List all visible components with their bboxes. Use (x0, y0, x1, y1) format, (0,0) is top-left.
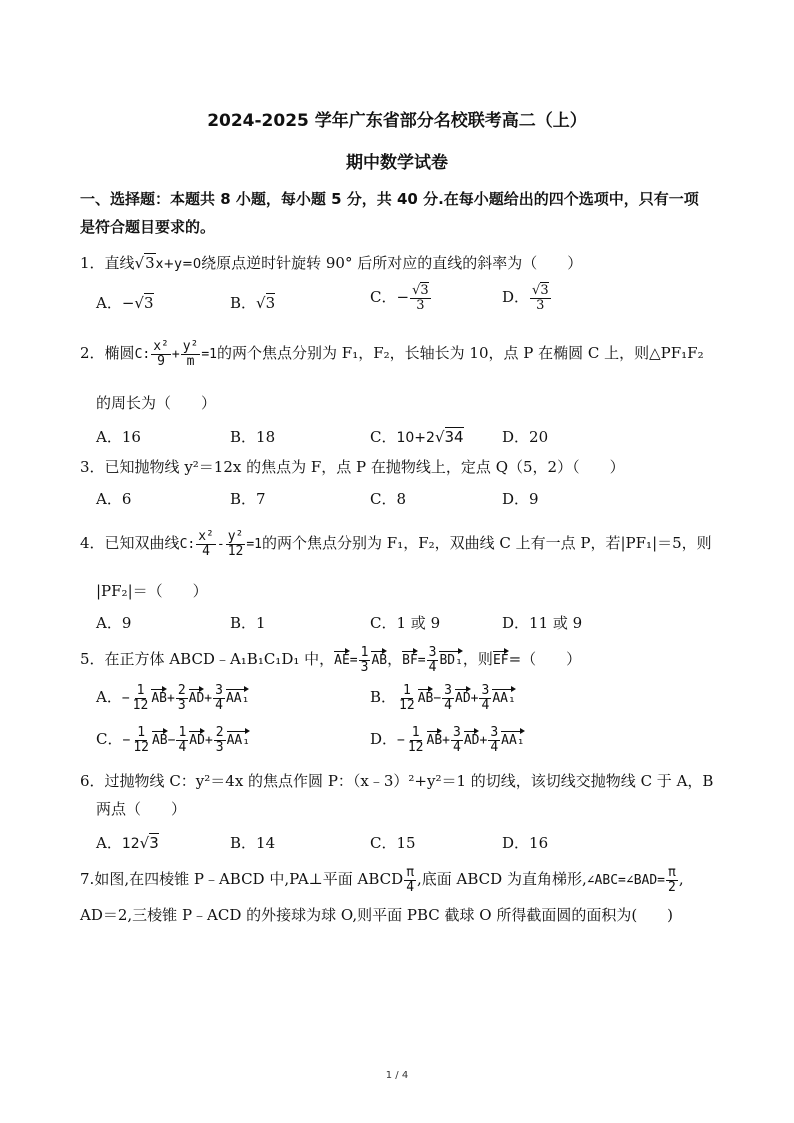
numerator: 1 (402, 683, 411, 698)
option-text: 9 (121, 614, 132, 632)
q4-option-a[interactable] (96, 612, 131, 633)
sign: − (167, 733, 176, 749)
option-text: 12 (121, 836, 140, 852)
q1-text-d: 绕原点逆时针旋转 90° 后所对应的直线的斜率为（ ） (201, 254, 583, 272)
q2-option-b[interactable] (230, 426, 275, 447)
equals-sign: = (417, 653, 426, 669)
q6-text-a: 过抛物线 C：y²＝4x 的焦点作圆 P：（x﹣3）²+y²＝1 的切线，该切线交抛物线 C 于 A，B (104, 772, 714, 790)
option-label: A． (96, 834, 122, 852)
numerator: y² (182, 339, 199, 354)
option-label: C． (370, 288, 397, 307)
fraction (196, 530, 216, 558)
q6-option-a[interactable]: A．12√3 (96, 834, 159, 852)
q2-option-a[interactable] (96, 426, 141, 447)
q7-text-a: 如图,在四棱锥 P﹣ABCD 中,PA⊥平面 ABCD (94, 870, 404, 889)
q4-option-b[interactable] (230, 612, 266, 633)
option-label: C． (370, 428, 397, 446)
denominator: 12 (399, 697, 415, 713)
q3-number: 3． (80, 458, 105, 476)
denominator: 4 (215, 697, 223, 713)
denominator: 2 (668, 879, 676, 895)
q5-option-a[interactable] (96, 684, 249, 712)
q2-text-a: 椭圆 (104, 344, 135, 363)
fraction (176, 684, 188, 712)
q4-option-d[interactable] (502, 612, 582, 633)
option-label: D． (370, 730, 398, 749)
minus-sign: - (216, 537, 225, 553)
denominator: 12 (133, 739, 149, 755)
numerator: 3 (215, 683, 223, 698)
vector: AA₁ (501, 733, 525, 749)
fraction (427, 646, 439, 674)
q1-option-b[interactable]: B．√3 (230, 294, 276, 312)
q3-option-c[interactable] (370, 488, 406, 509)
fraction (151, 340, 171, 368)
fraction (442, 684, 454, 712)
q1-option-d[interactable] (502, 284, 552, 312)
option-text: 14 (256, 834, 276, 852)
fraction (131, 726, 151, 754)
vector-bf: BF (402, 653, 418, 669)
q5-option-d[interactable] (370, 726, 525, 754)
q5-option-b[interactable] (370, 684, 516, 712)
option-label: D． (502, 288, 530, 307)
q4-stem (80, 530, 712, 558)
fraction (176, 726, 188, 754)
q6-option-d[interactable] (502, 832, 548, 853)
q3-text: 已知抛物线 y²＝12x 的焦点为 F，点 P 在抛物线上，定点 Q（5，2）（ ） (104, 458, 625, 476)
option-text: 10+2 (396, 430, 435, 446)
denominator: 3 (360, 659, 369, 675)
q4-option-c[interactable] (370, 612, 440, 633)
q1-option-c[interactable] (370, 284, 432, 312)
q6-number: 6． (80, 772, 105, 790)
fraction (181, 340, 201, 368)
q2-option-d[interactable] (502, 426, 548, 447)
vector: AA₁ (225, 691, 250, 707)
option-label: B． (230, 834, 257, 852)
fraction (226, 530, 246, 558)
numerator: π (406, 865, 415, 880)
section1-line2: 是符合题目要求的。 (80, 218, 216, 236)
plus-sign: + (171, 347, 180, 363)
vector: AD (455, 691, 471, 707)
q5-text-a: 在正方体 ABCD﹣A₁B₁C₁D₁ 中， (104, 650, 335, 669)
numerator: 2 (215, 725, 224, 740)
q1-stem (80, 252, 582, 273)
q2-stem-cont: 的周长为（ ） (96, 394, 217, 412)
numerator: x² (153, 339, 169, 354)
denominator: 4 (481, 697, 490, 713)
option-text: 20 (529, 428, 549, 446)
vector: AA₁ (226, 733, 251, 749)
equals-one: =1 (201, 347, 218, 363)
vector: AD (463, 733, 480, 749)
fraction (479, 684, 491, 712)
sign: + (470, 691, 479, 707)
denominator: 12 (407, 739, 424, 755)
fraction (214, 726, 226, 754)
option-label: A． (96, 428, 122, 446)
option-text: 16 (529, 834, 549, 852)
numerator: 1 (360, 645, 369, 660)
denominator: 12 (227, 543, 244, 559)
fraction: $\frac{√3}{3}$ (412, 283, 429, 313)
option-text: 9 (529, 490, 539, 508)
denominator: 3 (416, 297, 425, 313)
option-label: B． (230, 614, 257, 632)
q4-number: 4． (80, 534, 105, 553)
sign: − (122, 733, 131, 749)
denominator: 4 (406, 879, 415, 895)
sqrt-symbol: √3 (134, 254, 155, 272)
denominator: m (186, 353, 195, 369)
minus-sign: − (396, 288, 410, 307)
sign: + (204, 691, 213, 707)
fraction (213, 684, 225, 712)
denominator: 3 (536, 297, 545, 313)
sign: − (433, 691, 442, 707)
q2-text-c: 的两个焦点分别为 F₁，F₂，长轴长为 10，点 P 在椭圆 C 上，则△PF₁F₂ (217, 344, 704, 363)
q7-stem (80, 866, 684, 894)
option-text: 1 (256, 614, 266, 632)
option-text: 11 或 9 (529, 614, 583, 632)
fraction (359, 646, 371, 674)
q1-equation: x+y=0 (155, 257, 202, 272)
radicand: 3 (265, 294, 276, 312)
q5-number: 5． (80, 650, 105, 669)
q7-number: 7. (80, 870, 95, 889)
fraction (488, 726, 500, 754)
numerator: 1 (411, 725, 420, 740)
radicand: 3 (143, 294, 154, 312)
minus-sign: − (121, 294, 135, 312)
vector: AD (189, 733, 205, 749)
vector-ae: AE (334, 653, 350, 669)
numerator: 3 (444, 683, 452, 698)
sign: − (121, 691, 130, 707)
denominator: 4 (444, 697, 452, 713)
q5-text-c: =（ ） (508, 650, 582, 669)
option-text: 1 或 9 (396, 614, 441, 632)
section1-line1: 一、选择题：本题共 8 小题，每小题 5 分，共 40 分.在每小题给出的四个选项中，只有一项 (80, 190, 699, 208)
numerator: 3 (420, 283, 429, 298)
fraction: $\frac{√3}{3}$ (532, 283, 549, 313)
vector-bd1: BD₁ (439, 653, 463, 669)
q3-stem (80, 456, 625, 477)
q6-option-b[interactable] (230, 832, 275, 853)
q7-text-b: ,底面 ABCD 为直角梯形, (417, 870, 587, 889)
denominator: 4 (428, 659, 437, 675)
q2-number: 2． (80, 344, 105, 363)
equals-sign: = (349, 653, 358, 669)
q5-option-c[interactable] (96, 726, 250, 754)
q6-option-c[interactable] (370, 832, 416, 853)
q2-curve-name: C: (134, 347, 151, 363)
sign: + (442, 733, 450, 749)
q3-option-b[interactable] (230, 488, 266, 509)
numerator: 1 (178, 725, 187, 740)
fraction (406, 726, 426, 754)
denominator: 4 (453, 739, 461, 755)
q1-number: 1． (80, 254, 105, 272)
numerator: 2 (177, 683, 186, 698)
q1-option-a[interactable]: A．−√3 (96, 294, 154, 312)
numerator: 3 (428, 645, 437, 660)
q3-option-a[interactable] (96, 488, 131, 509)
q4-text-a: 已知双曲线 (104, 534, 180, 553)
option-label: D． (502, 834, 530, 852)
q6-stem (80, 770, 713, 791)
option-label: A． (96, 614, 122, 632)
option-text: 6 (121, 490, 132, 508)
q4-text-c: 的两个焦点分别为 F₁，F₂，双曲线 C 上有一点 P，若|PF₁|＝5，则 (262, 534, 712, 553)
option-label: C． (370, 490, 397, 508)
numerator: y² (227, 529, 244, 544)
option-label: D． (502, 614, 530, 632)
equals-one: =1 (246, 537, 263, 553)
option-text: 18 (256, 428, 276, 446)
denominator: 3 (215, 739, 224, 755)
vector-ab: AB (371, 653, 388, 669)
numerator: 1 (136, 683, 145, 698)
fraction (451, 726, 463, 754)
option-text: 15 (396, 834, 416, 852)
denominator: 3 (177, 697, 186, 713)
q3-option-d[interactable] (502, 488, 539, 509)
q2-stem (80, 340, 704, 368)
vector: AD (188, 691, 205, 707)
fraction (666, 866, 678, 894)
option-text: 16 (121, 428, 141, 446)
option-label: A． (96, 294, 122, 312)
option-text: 7 (256, 490, 266, 508)
numerator: 1 (137, 725, 146, 740)
fraction (131, 684, 151, 712)
numerator: 3 (540, 283, 549, 298)
title-line1: 2024-2025 学年广东省部分名校联考高二（上） (207, 111, 587, 131)
denominator: 4 (490, 739, 499, 755)
vector-ef: EF (492, 653, 509, 669)
vector: AA₁ (492, 691, 516, 707)
q6-stem-cont: 两点（ ） (96, 800, 187, 818)
q5-text-b: ，则 (462, 650, 493, 669)
option-text: 8 (396, 490, 407, 508)
numerator: π (668, 865, 676, 880)
option-label: D． (502, 428, 530, 446)
sign: + (479, 733, 488, 749)
q4-curve-name: C: (179, 537, 196, 553)
option-label: C． (370, 614, 397, 632)
vector: AB (151, 733, 168, 749)
option-label: B． (370, 688, 397, 707)
numerator: x² (198, 529, 214, 544)
numerator: 3 (453, 725, 461, 740)
option-label: A． (96, 490, 122, 508)
option-label: B． (230, 490, 257, 508)
sign: + (204, 733, 213, 749)
vector: AB (151, 691, 167, 707)
fraction (397, 684, 417, 712)
fraction (404, 866, 416, 894)
q7-stem-cont: AD＝2,三棱锥 P﹣ACD 的外接球为球 O,则平面 PBC 截球 O 所得截面圆的面积为( ) (80, 906, 674, 924)
page-number: 1 / 4 (385, 1070, 409, 1081)
title-line2: 期中数学试卷 (346, 153, 448, 173)
numerator: 3 (481, 683, 490, 698)
sign: − (397, 733, 405, 749)
sign: + (166, 691, 175, 707)
option-label: D． (502, 490, 530, 508)
q7-angle: ∠ABC=∠BAD= (586, 873, 666, 889)
option-label: C． (370, 834, 397, 852)
option-label: B． (230, 428, 257, 446)
q4-stem-cont: |PF₂|＝（ ） (96, 582, 208, 600)
q2-option-c[interactable]: C．10+2√34 (370, 428, 464, 446)
radicand: 34 (444, 428, 464, 446)
q7-text-c: , (678, 870, 684, 889)
q5-stem (80, 646, 581, 674)
radicand: 3 (149, 834, 159, 852)
comma: ， (387, 650, 403, 669)
vector: AB (417, 691, 434, 707)
option-label: B． (230, 294, 257, 312)
denominator: 4 (178, 739, 187, 755)
denominator: 4 (202, 543, 210, 559)
denominator: 12 (132, 697, 149, 713)
numerator: 3 (490, 725, 499, 740)
q1-radicand: 3 (145, 254, 155, 272)
option-label: C． (96, 730, 123, 749)
denominator: 9 (157, 353, 165, 369)
q1-text-a: 直线 (104, 254, 135, 272)
option-label: A． (96, 688, 122, 707)
vector: AB (426, 733, 443, 749)
